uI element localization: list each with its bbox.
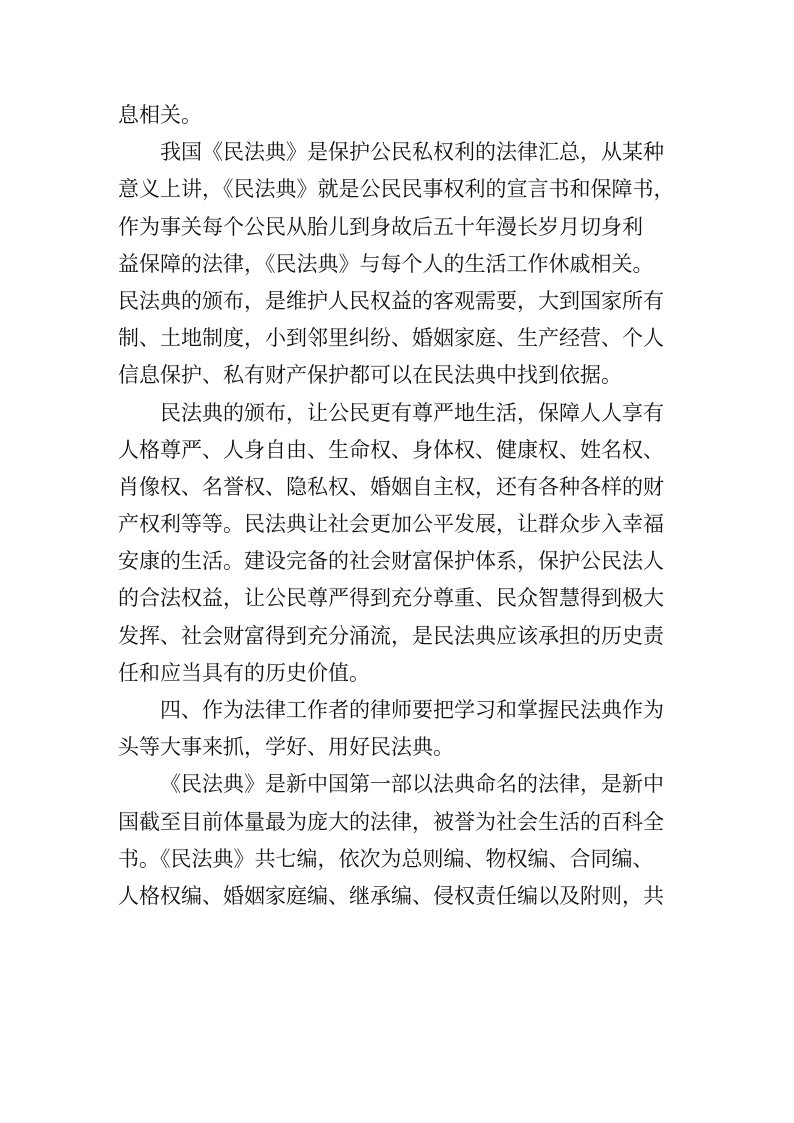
body-text — [118, 97, 683, 915]
text-line: 头等大事来抓，学好、用好民法典。 — [118, 735, 454, 760]
text-line: 产权利等等。民法典让社会更加公平发展，让群众步入幸福 — [118, 512, 664, 537]
text-line: 息相关。 — [118, 103, 202, 127]
text-line: 人格尊严、人身自由、生命权、身体权、健康权、姓名权、 — [118, 437, 664, 462]
text-line: 意义上讲，《民法典》就是公民民事权利的宣言书和保障书， — [118, 177, 675, 202]
text-line: 国截至目前体量最为庞大的法律，被誉为社会生活的百科全 — [118, 809, 664, 834]
text-line: 制、土地制度，小到邻里纠纷、婚姻家庭、生产经营、个人 — [118, 326, 664, 351]
text-line: 《民法典》是新中国第一部以法典命名的法律，是新中 — [160, 772, 664, 797]
text-line: 信息保护、私有财产保护都可以在民法典中找到依据。 — [118, 363, 622, 388]
text-line: 益保障的法律，《民法典》与每个人的生活工作休戚相关。 — [118, 251, 654, 276]
text-line: 的合法权益，让公民尊严得到充分尊重、民众智慧得到极大 — [118, 586, 664, 611]
text-line: 四、作为法律工作者的律师要把学习和掌握民法典作为 — [160, 698, 664, 722]
text-line: 书。《民法典》共七编，依次为总则编、物权编、合同编、 — [118, 846, 654, 871]
text-line: 安康的生活。建设完备的社会财富保护体系，保护公民法人 — [118, 549, 664, 574]
text-line: 民法典的颁布，是维护人民权益的客观需要，大到国家所有 — [118, 288, 664, 313]
text-line: 民法典的颁布，让公民更有尊严地生活，保障人人享有 — [160, 400, 664, 425]
text-line: 作为事关每个公民从胎儿到身故后五十年漫长岁月切身利 — [118, 214, 643, 239]
text-line: 任和应当具有的历史价值。 — [118, 660, 370, 685]
text-line: 人格权编、婚姻家庭编、继承编、侵权责任编以及附则，共 — [118, 883, 664, 908]
text-line: 肖像权、名誉权、隐私权、婚姻自主权，还有各种各样的财 — [118, 474, 664, 499]
text-line: 发挥、社会财富得到充分涌流，是民法典应该承担的历史责 — [118, 623, 664, 648]
text-line: 我国《民法典》是保护公民私权利的法律汇总，从某种 — [160, 140, 664, 165]
